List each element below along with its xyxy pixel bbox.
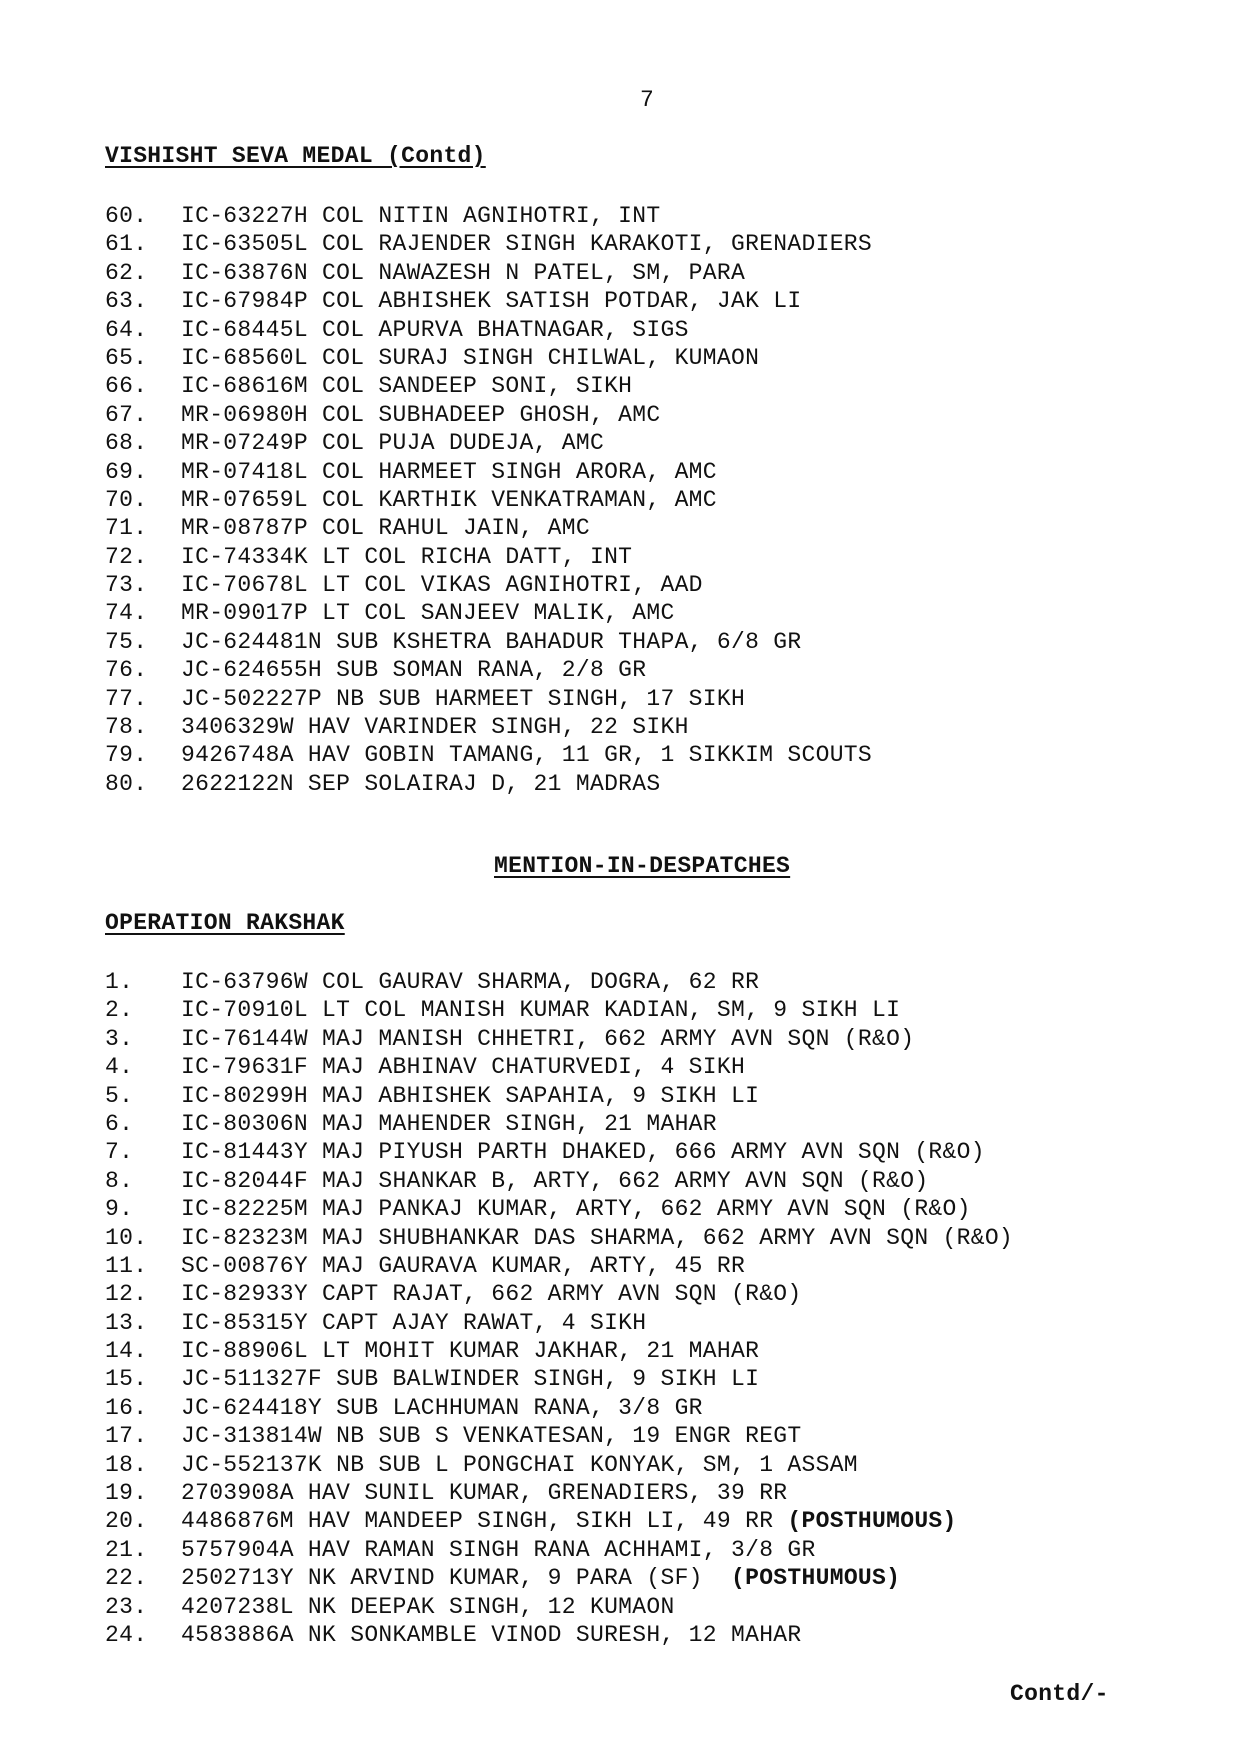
item-number: 79. [105,742,148,769]
list-item [105,713,872,741]
list-item [105,628,872,656]
list-item [105,1252,1013,1280]
item-number: 21. [105,1536,148,1563]
list-item [105,1025,1013,1053]
item-number: 16. [105,1394,148,1421]
item-text: IC-67984P COL ABHISHEK SATISH POTDAR, JAK LI [181,288,802,315]
item-number: 71. [105,515,148,542]
list-item [105,316,872,344]
list-item [105,1138,1013,1166]
list-item [105,1593,1013,1621]
mid-list [105,968,1013,1649]
item-number: 22. [105,1565,148,1592]
item-text: IC-63505L COL RAJENDER SINGH KARAKOTI, GRENADIERS [181,231,873,258]
item-text: IC-85315Y CAPT AJAY RAWAT, 4 SIKH [181,1309,647,1336]
list-item [105,1082,1013,1110]
item-text: IC-82323M MAJ SHUBHANKAR DAS SHARMA, 662 ARMY AVN SQN (R&O) [181,1224,1014,1251]
item-text: JC-624655H SUB SOMAN RANA, 2/8 GR [181,657,647,684]
item-number: 64. [105,316,148,343]
item-text: IC-82044F MAJ SHANKAR B, ARTY, 662 ARMY AVN SQN (R&O) [181,1167,929,1194]
list-item [105,372,872,400]
item-number: 73. [105,572,148,599]
list-item [105,1309,1013,1337]
item-text: 2622122N SEP SOLAIRAJ D, 21 MADRAS [181,770,661,797]
item-number: 67. [105,401,148,428]
item-number: 2. [105,997,134,1024]
item-number: 12. [105,1281,148,1308]
item-text: 5757904A HAV RAMAN SINGH RANA ACHHAMI, 3/8 GR [181,1536,816,1563]
list-item [105,1167,1013,1195]
list-item [105,1195,1013,1223]
item-number: 72. [105,543,148,570]
item-text: IC-68445L COL APURVA BHATNAGAR, SIGS [181,316,689,343]
list-item [105,429,872,457]
list-item [105,656,872,684]
item-text: 4207238L NK DEEPAK SINGH, 12 KUMAON [181,1593,675,1620]
item-number: 13. [105,1309,148,1336]
list-item [105,401,872,429]
list-item [105,1337,1013,1365]
item-number: 78. [105,714,148,741]
item-number: 62. [105,259,148,286]
item-text: MR-07418L COL HARMEET SINGH ARORA, AMC [181,458,717,485]
item-text: JC-624418Y SUB LACHHUMAN RANA, 3/8 GR [181,1394,703,1421]
list-item [105,486,872,514]
item-text: JC-313814W NB SUB S VENKATESAN, 19 ENGR REGT [181,1423,802,1450]
list-item [105,1365,1013,1393]
section-title-mid: MENTION-IN-DESPATCHES [494,853,791,879]
item-number: 15. [105,1366,148,1393]
item-number: 76. [105,657,148,684]
list-item [105,1451,1013,1479]
item-number: 69. [105,458,148,485]
item-number: 23. [105,1593,148,1620]
list-item [105,1280,1013,1308]
list-item [105,685,872,713]
item-text: JC-502227P NB SUB HARMEET SINGH, 17 SIKH [181,685,746,712]
list-item [105,599,872,627]
continued-marker: Contd/- [1010,1681,1109,1707]
list-item [105,514,872,542]
item-text: MR-08787P COL RAHUL JAIN, AMC [181,515,590,542]
item-number: 10. [105,1224,148,1251]
item-text: IC-68560L COL SURAJ SINGH CHILWAL, KUMAON [181,344,760,371]
posthumous-note: (POSTHUMOUS) [787,1508,957,1535]
item-text: 3406329W HAV VARINDER SINGH, 22 SIKH [181,714,689,741]
list-item [105,1564,1013,1592]
item-text: 2502713Y NK ARVIND KUMAR, 9 PARA (SF) [181,1565,731,1592]
item-text: IC-82225M MAJ PANKAJ KUMAR, ARTY, 662 ARMY AVN SQN (R&O) [181,1196,971,1223]
item-number: 7. [105,1139,134,1166]
item-text: IC-80299H MAJ ABHISHEK SAPAHIA, 9 SIKH LI [181,1082,760,1109]
item-text: IC-63227H COL NITIN AGNIHOTRI, INT [181,203,661,229]
item-number: 19. [105,1480,148,1507]
item-number: 11. [105,1252,148,1279]
item-text: 4486876M HAV MANDEEP SINGH, SIKH LI, 49 RR [181,1508,788,1535]
item-text: IC-82933Y CAPT RAJAT, 662 ARMY AVN SQN (R&O) [181,1281,802,1308]
list-item [105,1422,1013,1450]
item-text: IC-80306N MAJ MAHENDER SINGH, 21 MAHAR [181,1110,717,1137]
list-item [105,1621,1013,1649]
item-number: 8. [105,1167,134,1194]
list-item [105,287,872,315]
item-number: 80. [105,770,148,797]
item-text: IC-63876N COL NAWAZESH N PATEL, SM, PARA [181,259,746,286]
section-title-vsm: VISHISHT SEVA MEDAL (Contd) [105,143,486,169]
item-text: MR-06980H COL SUBHADEEP GHOSH, AMC [181,401,661,428]
list-item [105,1394,1013,1422]
operation-title: OPERATION RAKSHAK [105,910,345,936]
item-number: 66. [105,373,148,400]
list-item [105,543,872,571]
item-number: 17. [105,1423,148,1450]
list-item [105,202,872,230]
item-text: IC-88906L LT MOHIT KUMAR JAKHAR, 21 MAHAR [181,1338,760,1365]
item-number: 4. [105,1054,134,1081]
item-number: 68. [105,430,148,457]
list-item [105,1479,1013,1507]
item-text: JC-624481N SUB KSHETRA BAHADUR THAPA, 6/8 GR [181,628,802,655]
page-number: 7 [640,87,655,113]
item-number: 63. [105,288,148,315]
item-text: MR-09017P LT COL SANJEEV MALIK, AMC [181,600,675,627]
list-item [105,1110,1013,1138]
list-item [105,1536,1013,1564]
item-number: 74. [105,600,148,627]
item-text: 4583886A NK SONKAMBLE VINOD SURESH, 12 MAHAR [181,1621,802,1648]
list-item [105,996,1013,1024]
item-number: 60. [105,203,148,229]
item-text: IC-76144W MAJ MANISH CHHETRI, 662 ARMY AVN SQN (R&O) [181,1025,915,1052]
list-item [105,770,872,798]
item-number: 65. [105,344,148,371]
list-item [105,741,872,769]
item-text: MR-07249P COL PUJA DUDEJA, AMC [181,430,605,457]
item-text: MR-07659L COL KARTHIK VENKATRAMAN, AMC [181,486,717,513]
item-text: SC-00876Y MAJ GAURAVA KUMAR, ARTY, 45 RR [181,1252,746,1279]
item-number: 61. [105,231,148,258]
item-number: 14. [105,1338,148,1365]
list-item [105,968,1013,996]
list-item [105,230,872,258]
item-number: 1. [105,969,134,995]
item-number: 70. [105,486,148,513]
list-item [105,458,872,486]
item-text: IC-68616M COL SANDEEP SONI, SIKH [181,373,633,400]
item-number: 9. [105,1196,134,1223]
item-text: 9426748A HAV GOBIN TAMANG, 11 GR, 1 SIKKIM SCOUTS [181,742,873,769]
list-item [105,344,872,372]
posthumous-note: (POSTHUMOUS) [731,1565,901,1592]
item-text: JC-511327F SUB BALWINDER SINGH, 9 SIKH LI [181,1366,760,1393]
list-item [105,1053,1013,1081]
item-text: IC-81443Y MAJ PIYUSH PARTH DHAKED, 666 ARMY AVN SQN (R&O) [181,1139,985,1166]
item-number: 18. [105,1451,148,1478]
list-item [105,259,872,287]
vsm-list [105,202,872,798]
item-number: 6. [105,1110,134,1137]
item-number: 3. [105,1025,134,1052]
item-number: 5. [105,1082,134,1109]
item-text: IC-70910L LT COL MANISH KUMAR KADIAN, SM, 9 SIKH LI [181,997,901,1024]
list-item [105,571,872,599]
item-text: IC-79631F MAJ ABHINAV CHATURVEDI, 4 SIKH [181,1054,746,1081]
item-text: IC-74334K LT COL RICHA DATT, INT [181,543,633,570]
item-number: 77. [105,685,148,712]
item-text: IC-63796W COL GAURAV SHARMA, DOGRA, 62 RR [181,969,760,995]
list-item [105,1224,1013,1252]
item-number: 24. [105,1621,148,1648]
item-text: 2703908A HAV SUNIL KUMAR, GRENADIERS, 39 RR [181,1480,788,1507]
item-text: JC-552137K NB SUB L PONGCHAI KONYAK, SM, 1 ASSAM [181,1451,858,1478]
item-number: 20. [105,1508,148,1535]
item-text: IC-70678L LT COL VIKAS AGNIHOTRI, AAD [181,572,703,599]
list-item [105,1507,1013,1535]
item-number: 75. [105,628,148,655]
